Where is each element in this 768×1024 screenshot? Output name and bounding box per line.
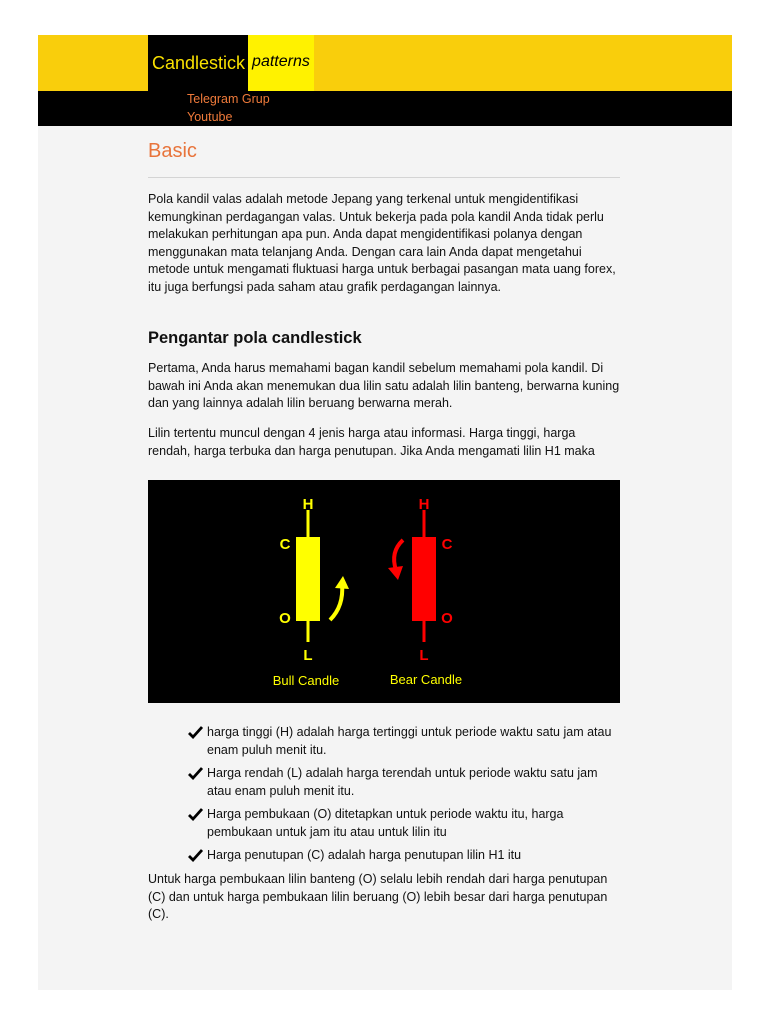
list-item-text: Harga penutupan (C) adalah harga penutupan lilin H1 itu (207, 848, 522, 862)
brand-sub-text: patterns (248, 35, 314, 91)
paragraph-open-close: Untuk harga pembukaan lilin banteng (O) selalu lebih rendah dari harga penutupan (C) dan untuk harga pembukaan lilin beruang (O) lebih besar dari harga penutupan (C). (148, 872, 608, 921)
price-checklist (188, 724, 620, 871)
page-container (38, 35, 732, 990)
subheading: Pengantar pola candlestick (148, 329, 362, 347)
bull-open-label: O (279, 610, 291, 627)
intro-paragraph: Pola kandil valas adalah metode Jepang yang terkenal untuk mengidentifikasi kemungkinan perdagangan valas. Untuk bekerja pada pola kandil Anda tidak perlu melakukan perhitungan apa pun. Anda dapat mengidentifikasi polanya dengan menggunakan mata telanjang Anda. Dengan cara lain Anda dapat mengetahui metode untuk mengamati fluktuasi harga untuk berbagai pasangan mata uang forex, itu juga berfungsi pada saham atau grafik perdagangan lainnya. (148, 192, 616, 294)
list-item (188, 765, 620, 800)
nav-link-youtube[interactable]: Youtube (187, 110, 233, 124)
list-item-text: Harga rendah (L) adalah harga terendah untuk periode waktu satu jam atau enam puluh menit itu. (207, 766, 598, 798)
checkmark-icon (188, 808, 203, 821)
bear-candle (388, 496, 462, 687)
bear-candle-label: Bear Candle (389, 672, 463, 687)
nav-link-telegram[interactable]: Telegram Grup (187, 92, 270, 106)
paragraph-price-types: Lilin tertentu muncul dengan 4 jenis harga atau informasi. Harga tinggi, harga rendah, harga terbuka dan harga penutupan. Jika Anda mengamati lilin H1 maka (148, 426, 595, 458)
bull-arrow-icon (330, 584, 342, 620)
candle-diagram (148, 480, 620, 703)
bear-arrowhead-icon (388, 566, 403, 580)
checkmark-icon (188, 849, 203, 862)
paragraph-candles-intro: Pertama, Anda harus memahami bagan kandil sebelum memahami pola kandil. Di bawah ini Anda akan menemukan dua lilin satu adalah lilin banteng, berwarna kuning dan yang lainnya adalah lilin beruang berwarna merah. (148, 361, 620, 410)
bull-close-label: C (279, 536, 291, 553)
nav-bar (38, 91, 732, 126)
section-title: Basic (148, 140, 197, 162)
bull-arrowhead-icon (335, 576, 349, 589)
bear-open-label: O (441, 610, 453, 627)
brand-main-text: Candlestick (148, 35, 248, 91)
bear-close-label: C (441, 536, 453, 553)
list-item-text: harga tinggi (H) adalah harga tertinggi untuk periode waktu satu jam atau enam puluh menit itu. (207, 725, 612, 757)
divider (148, 177, 620, 178)
list-item (188, 806, 620, 841)
bull-low-label: L (303, 647, 313, 664)
site-header (38, 35, 732, 91)
bull-candle-label: Bull Candle (272, 673, 340, 688)
bear-high-label: H (418, 496, 430, 513)
list-item (188, 724, 620, 759)
list-item (188, 847, 620, 865)
bull-body (296, 537, 320, 621)
bull-candle (273, 496, 349, 688)
bear-low-label: L (419, 647, 429, 664)
list-item-text: Harga pembukaan (O) ditetapkan untuk periode waktu itu, harga pembukaan untuk jam itu atau untuk lilin itu (207, 807, 564, 839)
site-logo[interactable] (148, 35, 314, 91)
candle-figure (148, 480, 620, 703)
checkmark-icon (188, 767, 203, 780)
bear-body (412, 537, 436, 621)
bear-arrow-icon (394, 540, 403, 570)
bull-high-label: H (302, 496, 314, 513)
checkmark-icon (188, 726, 203, 739)
